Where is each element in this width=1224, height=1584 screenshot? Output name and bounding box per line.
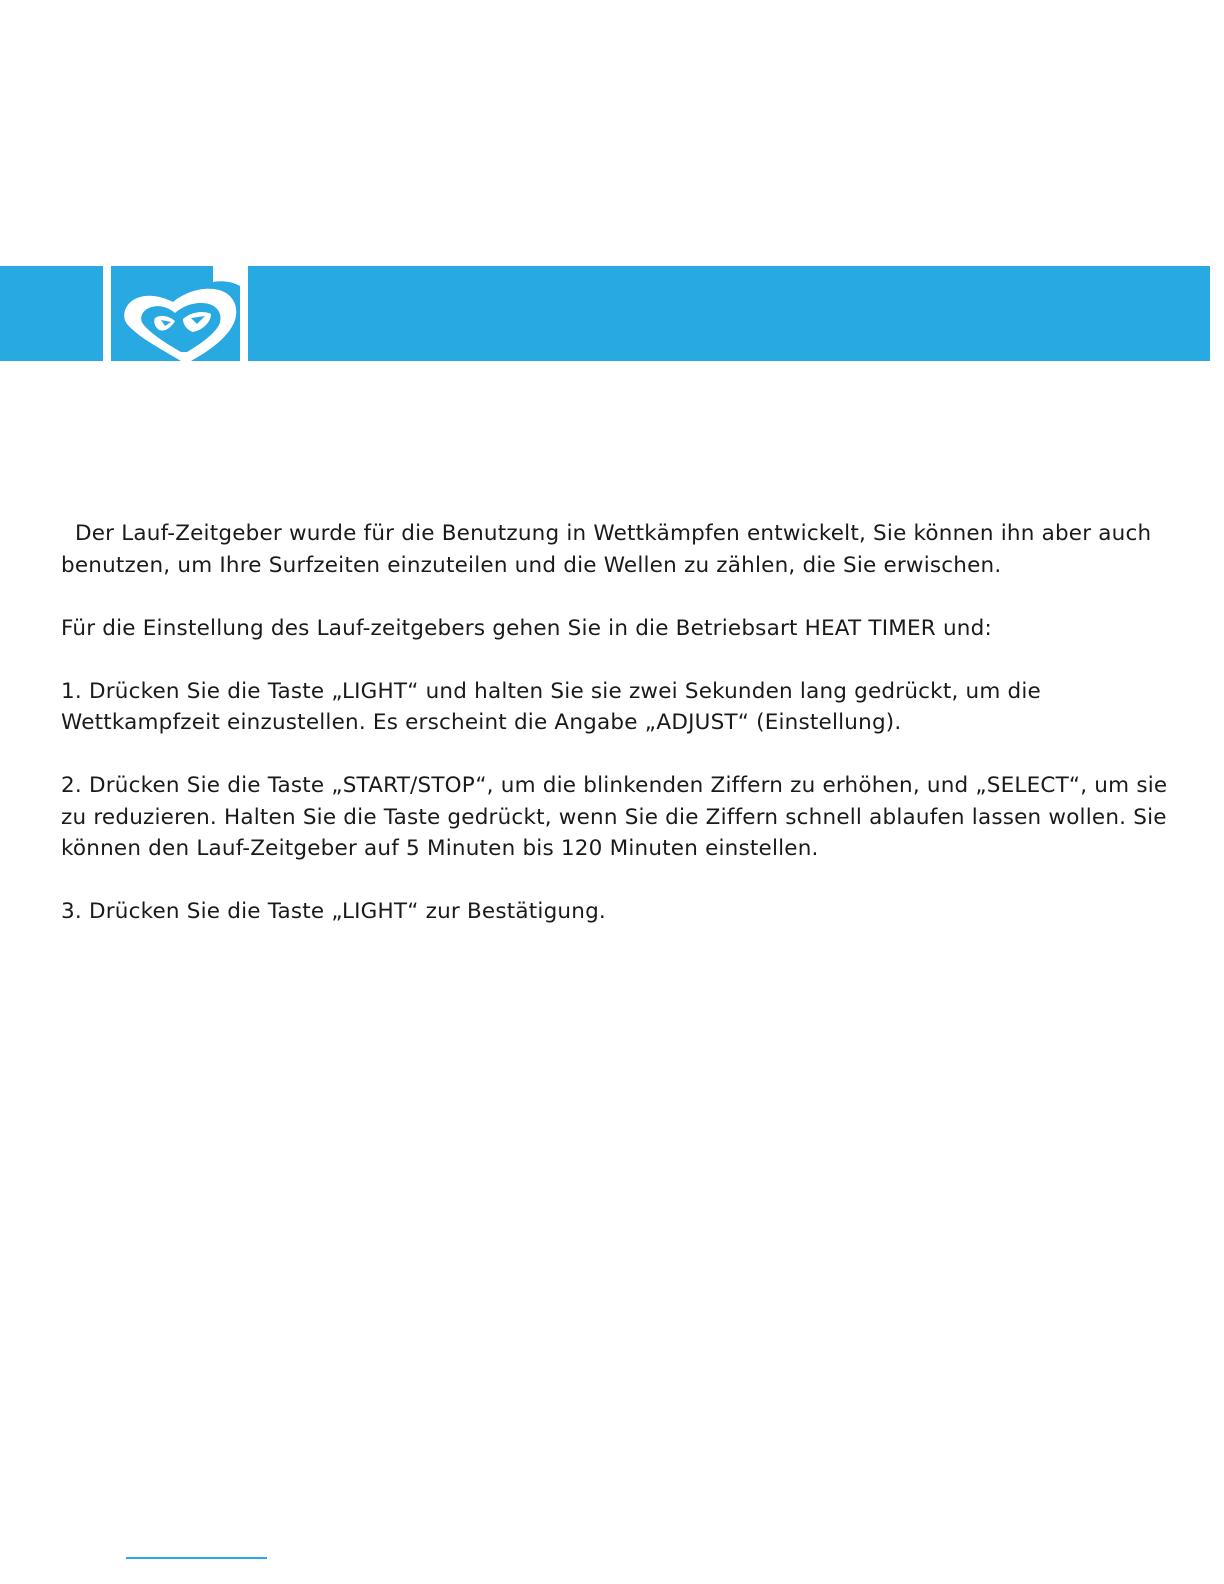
intro-paragraph: Der Lauf-Zeitgeber wurde für die Benutzung in Wettkämpfen entwickelt, Sie können ihn aber auch benutzen, um Ihre Surfzeiten einzuteilen und die Wellen zu zählen, die Sie erwischen. [61,521,1152,578]
document-body [61,518,1181,959]
footer-rule [126,1557,267,1559]
step-3: 3. Drücken Sie die Taste „LIGHT“ zur Bestätigung. [61,899,606,924]
step-1: 1. Drücken Sie die Taste „LIGHT“ und halten Sie sie zwei Sekunden lang gedrückt, um die Wettkampfzeit einzustellen. Es erscheint die Angabe „ADJUST“ (Einstellung). [61,678,1041,735]
header-logo-block [111,266,240,361]
setup-paragraph: Für die Einstellung des Lauf-zeitgebers gehen Sie in die Betriebsart HEAT TIMER und: [61,615,992,641]
roxy-heart-logo-icon [111,266,240,361]
step-2: 2. Drücken Sie die Taste „START/STOP“, um die blinkenden Ziffern zu erhöhen, und „SELECT“, um sie zu reduzieren. Halten Sie die Taste gedrückt, wenn Sie die Ziffern schnell ablaufen lassen wollen. Sie können den Lauf-Zeitgeber auf 5 Minuten bis 120 Minuten einstellen. [61,773,1168,861]
header-banner-right [248,266,1210,361]
header-banner-left [0,266,103,361]
